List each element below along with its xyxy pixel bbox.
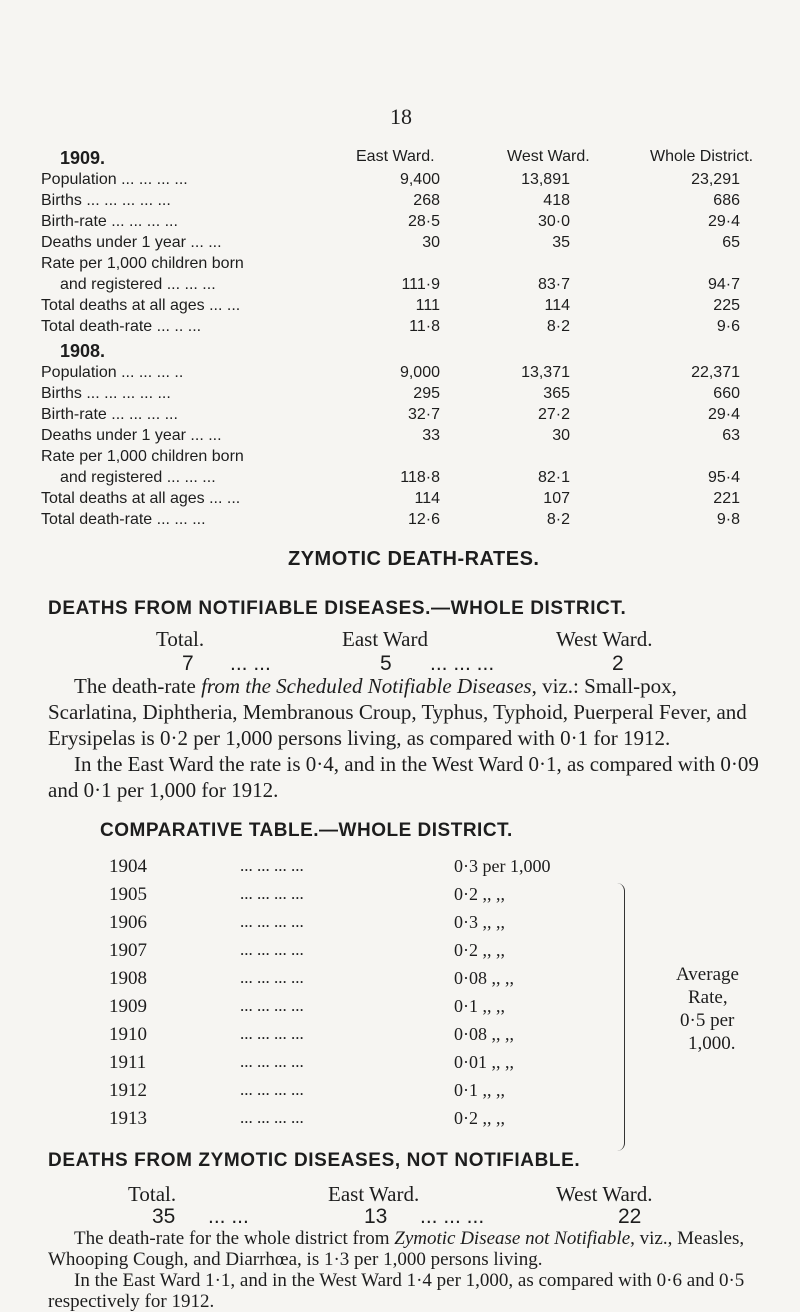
value-east: 5 [380,652,392,675]
comparative-year: 1907 [109,940,147,961]
row-label: Total deaths at all ages ... ... [41,297,241,314]
value-west: 8·2 [546,511,570,528]
value-west: 8·2 [546,318,570,335]
comparative-rate: 0·3 per 1,000 [454,856,551,876]
value-west: 13,891 [521,171,570,188]
value-west: 27·2 [537,406,570,423]
average-line-2: Rate, [688,987,728,1008]
page-number: 18 [390,104,412,129]
dots: ... ... ... ... [240,1024,304,1043]
comparative-year: 1905 [109,884,147,905]
comparative-rate: 0·1 ,, ,, [454,1080,505,1100]
dots: ... ... ... ... [240,856,304,875]
value-whole: 660 [713,385,740,402]
value-west: 30 [552,427,570,444]
comparative-year: 1909 [109,996,147,1017]
value-east: 32·7 [407,406,440,423]
value-east: 28·5 [407,213,440,230]
comparative-year: 1908 [109,968,147,989]
dots: ... ... ... ... [240,1080,304,1099]
dots: ... ... ... ... [240,996,304,1015]
value-whole: 9·8 [716,511,740,528]
value-west: 82·1 [537,469,570,486]
value-west: 35 [552,234,570,251]
dots: ... ... ... [420,1205,485,1228]
dots: ... ... ... [430,652,495,675]
value-east: 9,400 [399,171,440,188]
value-whole: 22,371 [691,364,740,381]
value-east: 114 [414,490,440,507]
value-east: 9,000 [399,364,440,381]
heading-non-notifiable: DEATHS FROM ZYMOTIC DISEASES, NOT NOTIFIABLE. [48,1150,581,1171]
row-label: Deaths under 1 year ... ... [41,427,222,444]
value-west: 107 [543,490,570,507]
header-east-ward: East Ward [342,627,428,651]
value-west: 114 [544,297,570,314]
row-label: Birth-rate ... ... ... ... [41,406,178,423]
value-east: 295 [413,385,440,402]
value-west: 13,371 [521,364,570,381]
value-east: 111·9 [401,276,440,293]
dots: ... ... ... ... [240,940,304,959]
value-total: 7 [182,652,194,675]
value-whole: 221 [713,490,740,507]
comparative-rate: 0·1 ,, ,, [454,996,505,1016]
average-line-4: 1,000. [688,1033,736,1054]
text: The death-rate [74,674,202,698]
row-label: Rate per 1,000 children born [41,255,244,272]
value-whole: 95·4 [707,469,740,486]
value-west: 30·0 [537,213,570,230]
column-header-west: West Ward. [507,148,590,165]
heading-notifiable-diseases: DEATHS FROM NOTIFIABLE DISEASES.—WHOLE DISTRICT. [48,598,627,619]
value-whole: 65 [722,234,740,251]
value-east: 13 [364,1205,388,1228]
value-east: 30 [422,234,440,251]
paragraph-non-notifiable-wards: In the East Ward 1·1, and in the West Ward 1·4 per 1,000, as compared with 0·6 and 0·5 respectively for 1912. [48,1270,745,1312]
column-header-east: East Ward. [356,148,435,165]
comparative-year: 1912 [109,1080,147,1101]
row-label: Population ... ... ... ... [41,171,188,188]
comparative-rate: 0·2 ,, ,, [454,940,505,960]
header-west-ward: West Ward. [556,1182,653,1206]
dots: ... ... ... ... [240,884,304,903]
dots: ... ... ... ... [240,968,304,987]
value-west: 83·7 [537,276,570,293]
dots: ... ... ... ... [240,912,304,931]
value-east: 11·8 [409,318,440,335]
value-total: 35 [152,1205,176,1228]
row-label: Birth-rate ... ... ... ... [41,213,178,230]
section-title-zymotic: ZYMOTIC DEATH-RATES. [288,548,540,570]
value-west: 22 [618,1205,642,1228]
value-whole: 29·4 [707,213,740,230]
text: The death-rate for the whole district from [74,1228,395,1249]
comparative-year: 1910 [109,1024,147,1045]
row-label: Births ... ... ... ... ... [41,192,171,209]
dots: ... ... ... ... [240,1052,304,1071]
comparative-rate: 0·2 ,, ,, [454,1108,505,1128]
row-label: Total deaths at all ages ... ... [41,490,241,507]
comparative-rate: 0·01 ,, ,, [454,1052,514,1072]
text-italic: from the Scheduled Notifiable Diseases [201,674,532,698]
comparative-rate: 0·3 ,, ,, [454,912,505,932]
comparative-rate: 0·2 ,, ,, [454,884,505,904]
value-whole: 29·4 [707,406,740,423]
value-whole: 94·7 [707,276,740,293]
row-label: Rate per 1,000 children born [41,448,244,465]
row-label-continued: and registered ... ... ... [60,276,216,293]
value-east: 33 [422,427,440,444]
average-line-1: Average [676,964,739,985]
value-whole: 9·6 [716,318,740,335]
value-whole: 686 [713,192,740,209]
dots: ... ... [230,652,271,675]
heading-comparative-table: COMPARATIVE TABLE.—WHOLE DISTRICT. [100,820,513,841]
comparative-year: 1906 [109,912,147,933]
text: , viz.: Small-pox, Scarlatina, Diphtheria, Membranous Croup, Typhus, Typhoid, Puerperal Fever, and Erysipelas is 0·2 per 1,000 persons living, as compared with 0·1 for 1912. [48,674,747,750]
text-italic: Zymotic Disease not Notifiable [394,1228,631,1249]
header-total: Total. [128,1182,177,1206]
value-east: 268 [413,192,440,209]
text: , viz., Measles, Whooping Cough, and Diarrhœa, is 1·3 per 1,000 persons living. [48,1228,745,1270]
header-total: Total. [156,627,205,651]
comparative-rate: 0·08 ,, ,, [454,1024,514,1044]
header-west-ward: West Ward. [556,627,653,651]
year-heading-1909: 1909. [60,148,106,168]
brace [614,883,625,1151]
comparative-year: 1913 [109,1108,147,1129]
paragraph-notifiable [48,673,760,803]
dots: ... ... ... ... [240,1108,304,1127]
value-west: 365 [543,385,570,402]
value-west: 418 [543,192,570,209]
row-label: Population ... ... ... .. [41,364,184,381]
average-line-3: 0·5 per [680,1010,735,1031]
value-whole: 23,291 [691,171,740,188]
year-heading-1908: 1908. [60,341,106,361]
row-label: Deaths under 1 year ... ... [41,234,222,251]
comparative-rate: 0·08 ,, ,, [454,968,514,988]
value-east: 12·6 [407,511,440,528]
paragraph-non-notifiable [48,1228,762,1312]
header-east-ward: East Ward. [328,1182,420,1206]
column-header-whole: Whole District. [650,148,754,165]
value-whole: 225 [713,297,740,314]
row-label: Total death-rate ... .. ... [41,318,202,335]
value-east: 111 [415,297,440,314]
dots: ... ... [208,1205,249,1228]
comparative-year: 1911 [109,1052,147,1073]
value-whole: 63 [722,427,740,444]
value-west: 2 [612,652,624,675]
row-label: Births ... ... ... ... ... [41,385,171,402]
comparative-year: 1904 [109,856,147,877]
row-label-continued: and registered ... ... ... [60,469,216,486]
row-label: Total death-rate ... ... ... [41,511,206,528]
paragraph-notifiable-wards: In the East Ward the rate is 0·4, and in the West Ward 0·1, as compared with 0·09 and 0·1 per 1,000 for 1912. [48,752,759,802]
value-east: 118·8 [400,469,440,486]
